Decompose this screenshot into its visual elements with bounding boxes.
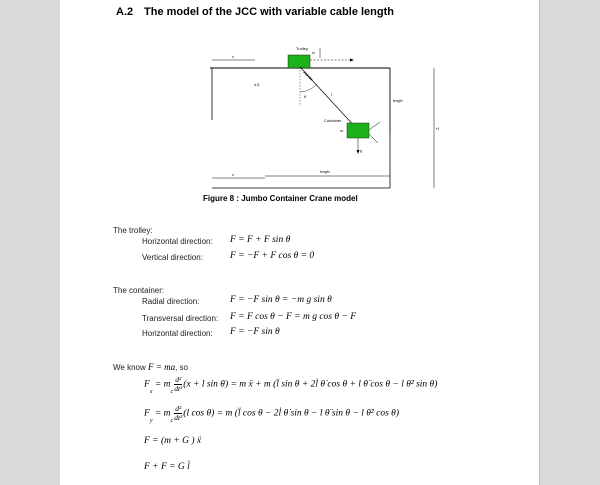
- container-mass-label: m: [340, 129, 343, 133]
- left-mark-label: d,l1: [254, 83, 260, 87]
- trolley-mass-label: m: [312, 51, 315, 55]
- section-number: A.2: [116, 6, 134, 18]
- length2-label: length: [320, 170, 330, 174]
- gravity-label: g: [360, 149, 362, 153]
- trolley-heading: The trolley:: [113, 226, 153, 235]
- we-know-prefix: We know: [113, 363, 146, 372]
- length1-label: length: [393, 99, 403, 103]
- trolley-box: [288, 55, 310, 68]
- section-heading: [116, 6, 394, 18]
- container-radial-label: Radial direction:: [142, 297, 200, 306]
- equation-1: $F_x = m_c$ $\frac{\text{d²}}{\text{dt²}}$ (x + l sin θ) = m ẍ + m (l̈ sin θ + 2l̇ θ̇ cos θ + l θ̈ cos θ − l θ̇² sin θ): [144, 375, 438, 395]
- trolley-horizontal-eq: F = F + F sin θ: [230, 235, 291, 245]
- equation-2: $F_y = m_c$ $\frac{\text{d²}}{\text{dt²}}$ (l cos θ) = m (l̈ cos θ − 2l̇ θ̇ sin θ − l θ̈ sin θ − l θ̇² cos θ): [144, 404, 399, 424]
- trolley-vertical-eq: F = −F + F cos θ = 0: [230, 251, 315, 261]
- crane-model-figure: [200, 40, 440, 190]
- container-heading: The container:: [113, 286, 165, 295]
- section-title: The model of the JCC with variable cable length: [144, 6, 394, 18]
- height-label: H: [436, 126, 439, 131]
- trolley-arrowhead: [350, 59, 354, 62]
- figure-caption: Figure 8 : Jumbo Container Crane model: [203, 194, 358, 203]
- theta-arc: [300, 85, 316, 92]
- container-horizontal-label: Horizontal direction:: [142, 329, 213, 338]
- trolley-label: Trolley: [296, 46, 308, 51]
- trolley-horizontal-label: Horizontal direction:: [142, 237, 213, 246]
- container-transversal-eq: F = F cos θ − F = m g cos θ − F: [230, 312, 357, 322]
- equation-1-body: (x + l sin θ) = m ẍ + m (l̈ sin θ + 2l̇ θ̇ cos θ + l θ̈ cos θ − l θ̇² sin θ): [183, 379, 438, 390]
- equation-4: F + F = G l̈: [144, 462, 190, 472]
- equation-2-body: (l cos θ) = m (l̈ cos θ − 2l̇ θ̇ sin θ − l θ̈ sin θ − l θ̇² cos θ): [183, 408, 399, 419]
- container-horizontal-eq: F = −F sin θ: [230, 327, 280, 337]
- we-know-suffix: , so: [175, 363, 188, 372]
- we-know-formula: F = ma: [148, 362, 176, 372]
- container-transversal-label: Transversal direction:: [142, 314, 219, 323]
- document-page: [60, 0, 540, 485]
- l-label: l: [331, 92, 332, 97]
- bottom-x-label: x: [232, 172, 234, 177]
- container-label: Container: [324, 118, 342, 123]
- page-edge: [539, 0, 540, 485]
- equation-3: F = (m + G ) ẍ: [144, 436, 202, 446]
- trolley-vertical-label: Vertical direction:: [142, 253, 203, 262]
- container-radial-eq: F = −F sin θ = −m g sin θ: [230, 295, 332, 305]
- container-box: [347, 123, 369, 138]
- container-force-1: [369, 122, 380, 130]
- theta-label: θ: [304, 94, 307, 99]
- we-know-line: [113, 362, 188, 372]
- x-dim-label: x: [232, 54, 234, 59]
- container-force-2: [369, 134, 378, 143]
